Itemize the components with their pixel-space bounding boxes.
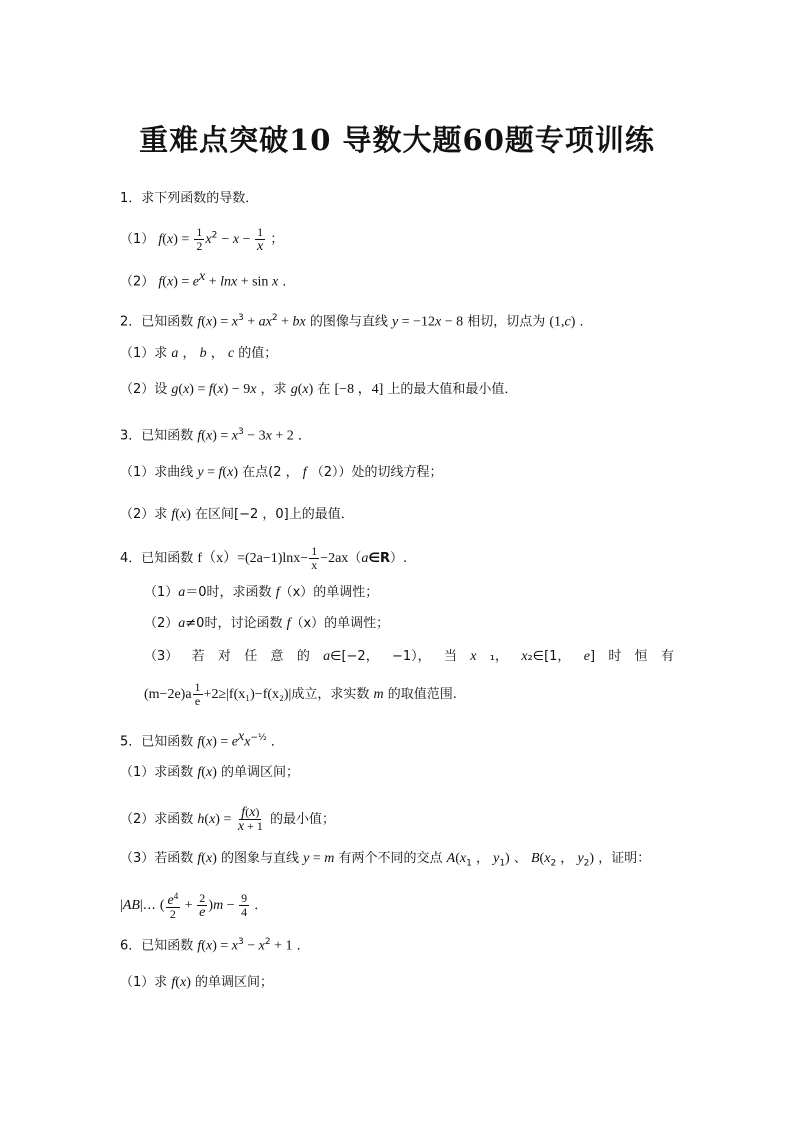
q6-part-1: （1）求 f(x) 的单调区间；	[120, 975, 273, 990]
q6-stem: 6．已知函数 $f(x) = x^3 - x^2 + 1$ ．	[120, 937, 310, 954]
q3-stem: 3．已知函数 $f(x) = x^3 - 3x + 2$ ．	[120, 427, 311, 444]
q2-part-2: （2）设 g(x) = f(x) − 9x ，求 g(x) 在 [−8 ，4] 上的最大值和最小值．	[120, 382, 518, 397]
q3-part-1: （1）求曲线 y = f(x) 在点(2 ， f （2））处的切线方程；	[120, 465, 443, 480]
q5-part-3b: |AB|… ( $\frac{e^4}{2}$ + $\frac{2}{e}$ )m − $\frac{9}{4}$ ．	[120, 891, 268, 921]
q5-part-1: （1）求函数 f(x) 的单调区间；	[120, 765, 299, 780]
q4-stem: 4．已知函数 f（x）=(2a−1)lnx− $\frac{1}{x}$ −2ax（a∈R）.	[120, 544, 408, 572]
q4-part-2: （2）a≠0时，讨论函数 f（x）的单调性；	[144, 616, 390, 631]
q3-part-2: （2）求 f(x) 在区间[−2 ，0]上的最值．	[120, 507, 354, 522]
q5-part-3a: （3）若函数 f(x) 的图象与直线 y = m 有两个不同的交点 $A(x_1$ ， $y_1$) 、 $B(x_2$ ， $y_2$) ，证明：	[120, 851, 651, 869]
q2-stem: 2．已知函数 $f(x) = x^3 + ax^2$ + bx 的图像与直线 y = −12x − 8 相切，切点为 (1,c) ．	[120, 313, 593, 330]
q4-part-3b: (m−2e)a $\frac{1}{e}$ +2≥|f(x₁)−f(x₂)|成立，求实数 m 的取值范围.	[144, 680, 457, 708]
q5-stem: 5．已知函数 $f(x) = e^xx^{-\frac{1}{2}}$ ．	[120, 729, 284, 750]
q1-stem: 1．求下列函数的导数．	[120, 191, 259, 206]
q1-part-1: （1） f(x) = $\frac{1}{2}$ $x^2 - x$ − $\frac{1}{x}$ ；	[120, 225, 284, 254]
q4-part-1: （1）a＝0时，求函数 f（x）的单调性；	[144, 585, 379, 600]
q4-part-3a: （3） 若 对 任 意 的 a∈[−2， −1）， 当 x ₁， x₂∈[1， e] 时 恒 有	[144, 649, 674, 664]
q1-part-2: （2） $f(x) = e^x + \ln x + \sin x$ ．	[120, 269, 296, 290]
q2-part-1: （1）求 a ， b ， c 的值；	[120, 346, 278, 361]
q5-part-2: （2）求函数 h(x) = $\frac{f(x)}{x + 1}$ 的最小值；	[120, 805, 335, 834]
page-title: 重难点突破10 导数大题60题专项训练	[139, 123, 655, 157]
